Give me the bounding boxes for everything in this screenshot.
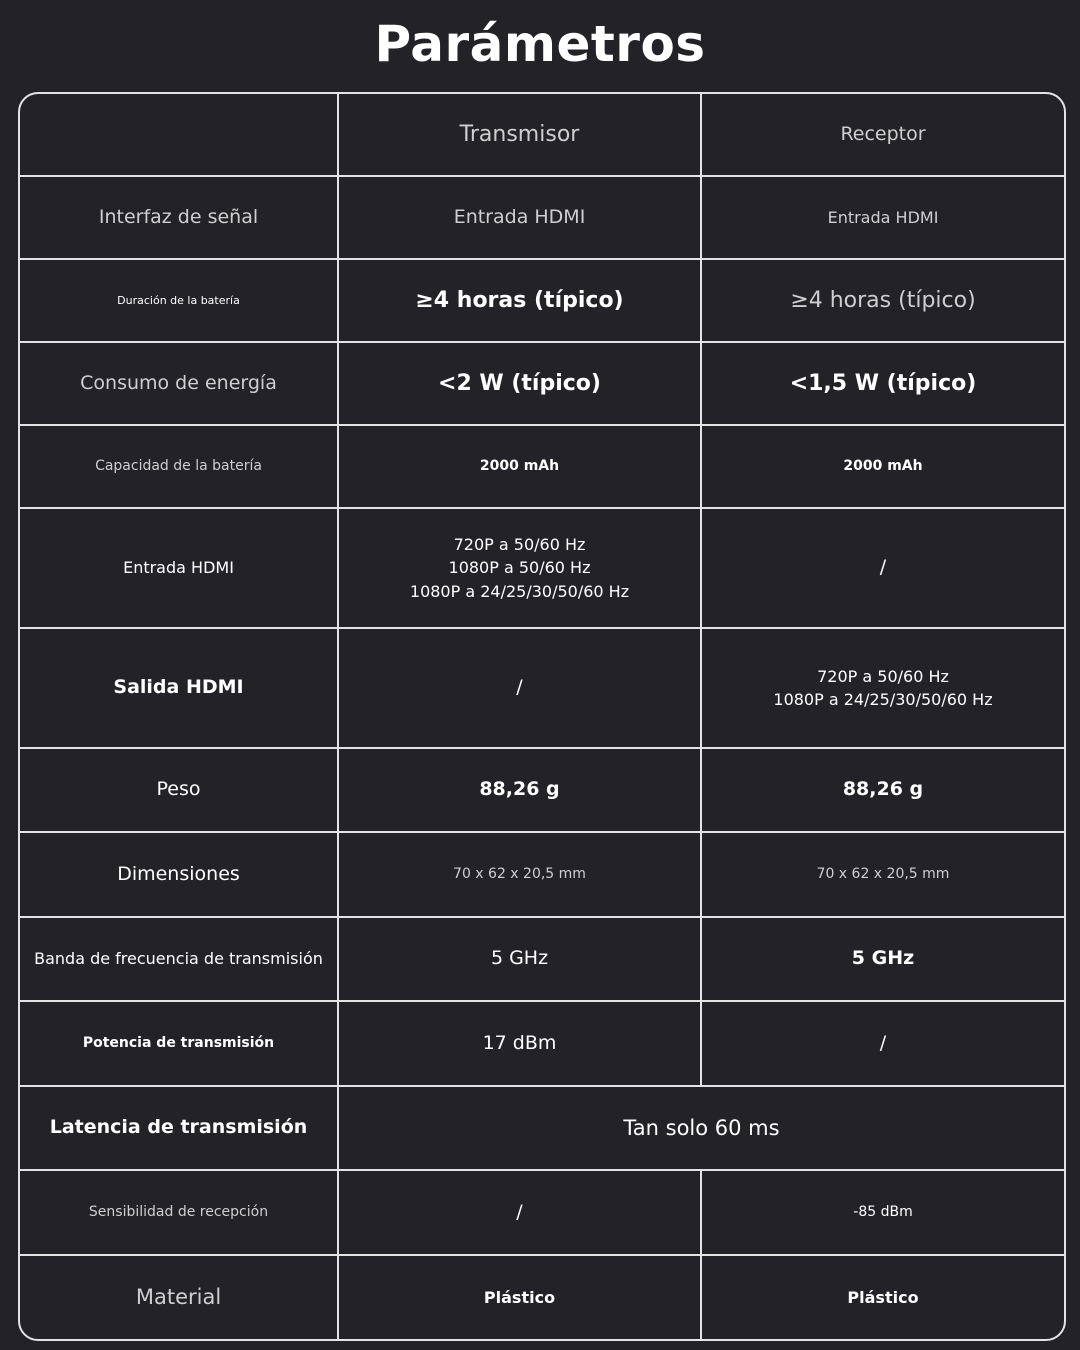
row-label: Dimensiones: [20, 832, 338, 917]
row-label: Consumo de energía: [20, 342, 338, 425]
table-row: [20, 1170, 1064, 1255]
transmitter-value: 88,26 g: [338, 748, 701, 832]
transmitter-value: <2 W (típico): [338, 342, 701, 425]
table-row: [20, 1086, 1064, 1170]
table-row: [20, 628, 1064, 748]
table-row: [20, 342, 1064, 425]
receiver-value: -85 dBm: [701, 1170, 1064, 1255]
transmitter-value: 70 x 62 x 20,5 mm: [338, 832, 701, 917]
receiver-value: 88,26 g: [701, 748, 1064, 832]
receiver-value: 70 x 62 x 20,5 mm: [701, 832, 1064, 917]
header-transmitter: Transmisor: [338, 94, 701, 176]
value-line: 1080P a 24/25/30/50/60 Hz: [773, 690, 993, 709]
receiver-value: 2000 mAh: [701, 425, 1064, 508]
transmitter-value: ≥4 horas (típico): [338, 259, 701, 342]
table-row: [20, 508, 1064, 628]
header-receiver: Receptor: [701, 94, 1064, 176]
spec-table: [20, 94, 1064, 1339]
receiver-value: Entrada HDMI: [701, 176, 1064, 259]
receiver-value: /: [701, 508, 1064, 628]
row-label: Sensibilidad de recepción: [20, 1170, 338, 1255]
table-row: [20, 1001, 1064, 1086]
spec-table-frame: [18, 92, 1066, 1341]
row-label: Duración de la batería: [20, 259, 338, 342]
transmitter-value: /: [338, 628, 701, 748]
table-row: [20, 748, 1064, 832]
row-label: Interfaz de señal: [20, 176, 338, 259]
receiver-value: [701, 628, 1064, 748]
row-label: Capacidad de la batería: [20, 425, 338, 508]
transmitter-value: 2000 mAh: [338, 425, 701, 508]
transmitter-value: [338, 508, 701, 628]
row-label: Peso: [20, 748, 338, 832]
value-line: 720P a 50/60 Hz: [817, 666, 949, 686]
value-line: 1080P a 50/60 Hz: [448, 558, 591, 578]
row-label: Salida HDMI: [20, 628, 338, 748]
receiver-value: Plástico: [701, 1255, 1064, 1339]
shared-value: Tan solo 60 ms: [338, 1086, 1064, 1170]
transmitter-value: 17 dBm: [338, 1001, 701, 1086]
table-row: [20, 917, 1064, 1001]
transmitter-value: 5 GHz: [338, 917, 701, 1001]
row-label: Banda de frecuencia de transmisión: [20, 917, 338, 1001]
table-row: [20, 832, 1064, 917]
value-line: 720P a 50/60 Hz: [453, 535, 586, 555]
row-label: Latencia de transmisión: [20, 1086, 338, 1170]
table-row: [20, 425, 1064, 508]
receiver-value: ≥4 horas (típico): [701, 259, 1064, 342]
page-title: Parámetros: [374, 15, 706, 73]
table-header-row: [20, 94, 1064, 176]
header-empty-cell: [20, 94, 338, 176]
receiver-value: 5 GHz: [701, 917, 1064, 1001]
receiver-value: <1,5 W (típico): [701, 342, 1064, 425]
row-label: Material: [20, 1255, 338, 1339]
transmitter-value: Plástico: [338, 1255, 701, 1339]
table-row: [20, 259, 1064, 342]
value-line: 1080P a 24/25/30/50/60 Hz: [409, 581, 630, 601]
row-label: Potencia de transmisión: [20, 1001, 338, 1086]
receiver-value: /: [701, 1001, 1064, 1086]
transmitter-value: Entrada HDMI: [338, 176, 701, 259]
transmitter-value: /: [338, 1170, 701, 1255]
row-label: Entrada HDMI: [20, 508, 338, 628]
table-row: [20, 1255, 1064, 1339]
table-row: [20, 176, 1064, 259]
